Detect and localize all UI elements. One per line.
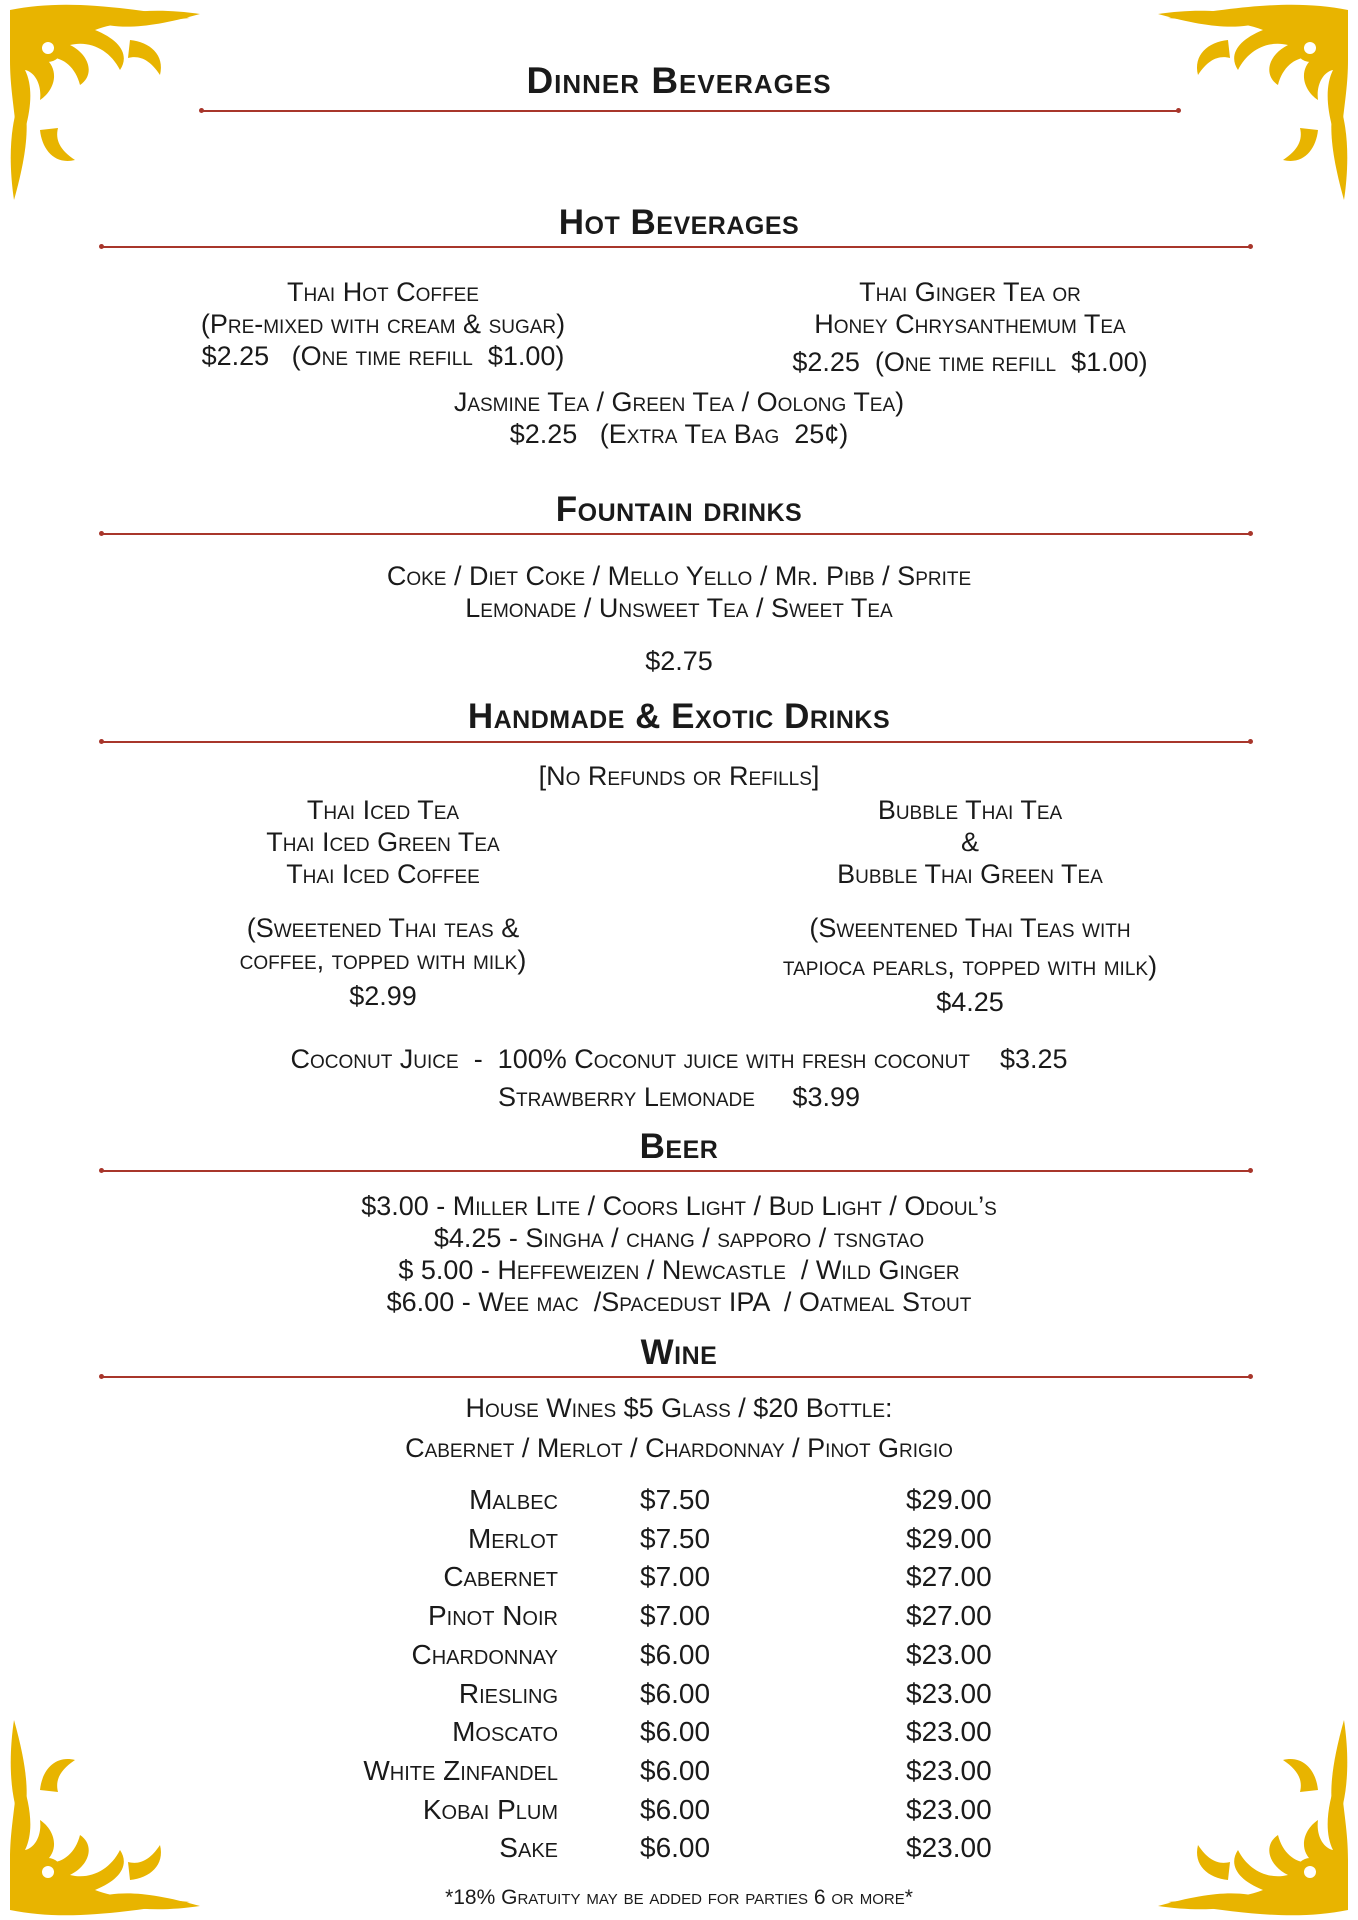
wine-row	[0, 1716, 1358, 1754]
iced-price: $2.99	[349, 981, 417, 1011]
thai-hot-coffee-price: $2.25 (One time refill $1.00)	[201, 341, 565, 371]
page-title: Dinner Beverages	[526, 60, 832, 101]
handmade-left-block	[150, 794, 616, 1012]
wine-name: Sake	[499, 1832, 558, 1864]
wine-row	[0, 1832, 1358, 1870]
fountain-drinks-heading: Fountain drinks	[555, 490, 803, 529]
coconut-juice: Coconut Juice - 100% Coconut juice with fresh coconut $3.25	[290, 1044, 1068, 1074]
ginger-tea-price: $2.25 (One time refill $1.00)	[792, 347, 1148, 377]
wine-name: Malbec	[469, 1484, 558, 1515]
thai-ginger-tea-name: Thai Ginger Tea or	[859, 277, 1081, 307]
title-divider	[202, 110, 1178, 112]
bubble-ampersand: &	[960, 827, 979, 857]
wine-bottle-price: $29.00	[906, 1522, 992, 1554]
hot-beverages-heading: Hot Beverages	[558, 203, 800, 242]
wine-row	[0, 1561, 1358, 1599]
wine-glass-price: $6.00	[640, 1832, 711, 1864]
fountain-line-1: Coke / Diet Coke / Mello Yello / Mr. Pibb / Sprite	[386, 561, 972, 591]
wine-glass-price: $6.00	[640, 1677, 711, 1709]
bubble-desc-1: (Sweentened Thai Teas with	[809, 913, 1131, 943]
wine-name: Kobai Plum	[422, 1793, 558, 1825]
honey-chrysanthemum-tea-name: Honey Chrysanthemum Tea	[814, 309, 1126, 339]
wine-name: Merlot	[467, 1522, 558, 1554]
wine-name: Cabernet	[443, 1561, 558, 1593]
handmade-heading: Handmade & Exotic Drinks	[467, 697, 891, 736]
bubble-price: $4.25	[936, 987, 1004, 1017]
wine-glass-price: $7.00	[640, 1600, 711, 1632]
hot-beverages-divider	[102, 246, 1250, 248]
wine-bottle-price: $23.00	[906, 1793, 992, 1825]
thai-iced-tea: Thai Iced Tea	[306, 795, 460, 825]
beer-line-2: $4.25 - Singha / chang / sapporo / tsngtao	[433, 1223, 925, 1253]
wine-glass-price: $6.00	[640, 1754, 711, 1786]
thai-iced-green-tea: Thai Iced Green Tea	[266, 827, 500, 857]
hot-center-block	[0, 386, 1358, 450]
gratuity-note: *18% Gratuity may be added for parties 6 or more*	[445, 1886, 913, 1909]
thai-iced-coffee: Thai Iced Coffee	[286, 859, 480, 889]
wine-glass-price: $7.50	[640, 1522, 711, 1554]
wine-bottle-price: $23.00	[906, 1832, 992, 1864]
fountain-drinks-divider	[102, 533, 1250, 535]
handmade-divider	[102, 741, 1250, 743]
beer-line-4: $6.00 - Wee mac /Spacedust IPA / Oatmeal Stout	[386, 1287, 972, 1317]
no-refunds-note: [No Refunds or Refills]	[538, 761, 820, 791]
iced-desc-1: (Sweetened Thai teas &	[246, 913, 520, 943]
wine-name: Chardonnay	[411, 1638, 558, 1670]
bubble-thai-tea: Bubble Thai Tea	[877, 795, 1063, 825]
jasmine-tea-name: Jasmine Tea / Green Tea / Oolong Tea)	[453, 387, 905, 417]
fountain-line-2: Lemonade / Unsweet Tea / Sweet Tea	[465, 593, 893, 623]
bubble-desc-2: tapioca pearls, topped with milk)	[782, 951, 1158, 981]
strawberry-lemonade: Strawberry Lemonade $3.99	[497, 1082, 860, 1112]
wine-glass-price: $6.00	[640, 1716, 711, 1748]
fountain-block	[0, 560, 1358, 624]
house-wines-list: Cabernet / Merlot / Chardonnay / Pinot Grigio	[405, 1433, 953, 1463]
handmade-right-block	[690, 794, 1250, 1018]
wine-row	[0, 1755, 1358, 1793]
wine-glass-price: $7.50	[640, 1484, 711, 1515]
wine-row	[0, 1523, 1358, 1561]
wine-name: Pinot Noir	[427, 1600, 558, 1632]
bubble-thai-green-tea: Bubble Thai Green Tea	[837, 859, 1103, 889]
beer-line-1: $3.00 - Miller Lite / Coors Light / Bud Light / Odoul’s	[361, 1191, 997, 1221]
thai-hot-coffee-desc: (Pre-mixed with cream & sugar)	[200, 309, 566, 339]
wine-name: White Zinfandel	[363, 1754, 558, 1786]
wine-glass-price: $6.00	[640, 1793, 711, 1825]
wine-bottle-price: $23.00	[906, 1677, 992, 1709]
house-wines-price: House Wines $5 Glass / $20 Bottle:	[465, 1393, 893, 1423]
beer-line-3: $ 5.00 - Heffeweizen / Newcastle / Wild Ginger	[398, 1255, 960, 1285]
wine-glass-price: $7.00	[640, 1561, 711, 1593]
beer-divider	[102, 1170, 1250, 1172]
wine-row	[0, 1600, 1358, 1638]
wine-row	[0, 1678, 1358, 1716]
wine-bottle-price: $29.00	[906, 1484, 992, 1515]
wine-divider	[102, 1376, 1250, 1378]
wine-row	[0, 1639, 1358, 1677]
thai-hot-coffee-name: Thai Hot Coffee	[287, 277, 479, 307]
wine-row	[0, 1484, 1358, 1522]
wine-bottle-price: $27.00	[906, 1600, 992, 1632]
beer-heading: Beer	[639, 1127, 719, 1166]
wine-glass-price: $6.00	[640, 1638, 711, 1670]
wine-row	[0, 1794, 1358, 1832]
wine-heading: Wine	[640, 1333, 718, 1372]
wine-name: Moscato	[452, 1716, 558, 1748]
wine-bottle-price: $23.00	[906, 1716, 992, 1748]
beer-block	[0, 1190, 1358, 1318]
fountain-price: $2.75	[645, 646, 713, 676]
hot-right-block	[740, 276, 1200, 378]
wine-bottle-price: $27.00	[906, 1561, 992, 1593]
jasmine-tea-price: $2.25 (Extra Tea Bag 25¢)	[509, 419, 849, 449]
wine-bottle-price: $23.00	[906, 1638, 992, 1670]
iced-desc-2: coffee, topped with milk)	[239, 945, 527, 975]
house-wines-block	[0, 1392, 1358, 1464]
wine-bottle-price: $23.00	[906, 1754, 992, 1786]
hot-left-block	[150, 276, 616, 372]
wine-name: Riesling	[458, 1677, 558, 1709]
